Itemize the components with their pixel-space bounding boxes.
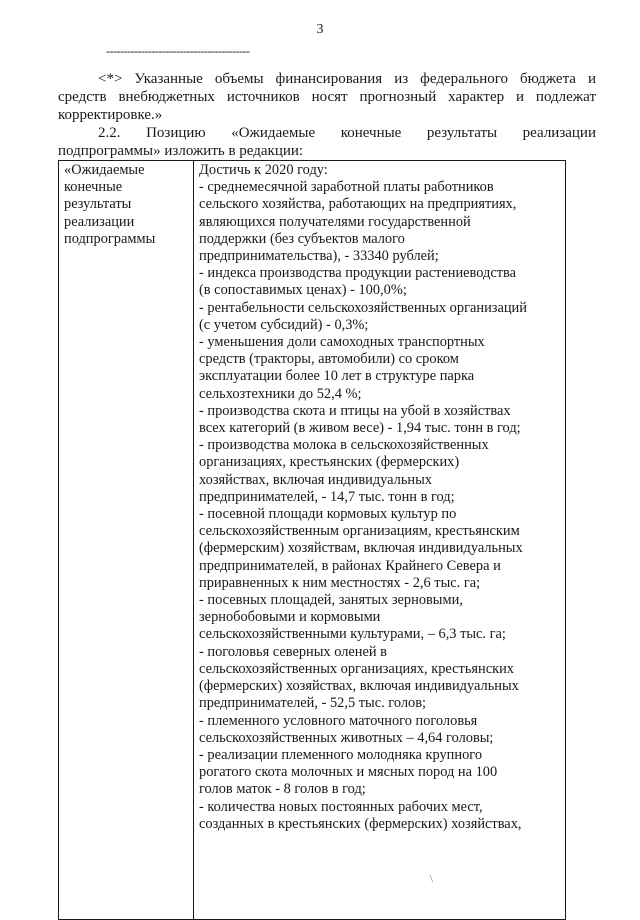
indicator-name-line: подпрограммы: [64, 230, 156, 247]
indicator-value-text: [199, 162, 561, 833]
indicator-line: Достичь к 2020 году:: [199, 162, 328, 178]
indicator-line: - реализации племенного молодняка крупного: [199, 746, 483, 763]
indicator-line: - племенного условного маточного поголовья: [199, 712, 478, 729]
indicator-line: сельхозтехники до 52,4 %;: [199, 385, 362, 402]
indicator-line: сельскохозяйственных животных – 4,64 головы;: [199, 729, 494, 746]
indicator-line: предпринимателей, - 14,7 тыс. тонн в год;: [199, 488, 455, 505]
indicator-line: средств (тракторы, автомобили) со сроком: [199, 351, 459, 368]
indicator-line: - количества новых постоянных рабочих мест,: [199, 798, 483, 815]
indicator-line: зернобобовыми и кормовыми: [199, 609, 381, 626]
indicator-line: сельскохозяйственным организациям, крестьянским: [199, 523, 520, 540]
amendment-line: подпрограммы» изложить в редакции:: [58, 143, 304, 159]
indicator-line: - производства скота и птицы на убой в хозяйствах: [199, 402, 511, 419]
scan-mark: \: [430, 874, 433, 885]
indicator-line: хозяйствах, включая индивидуальных: [199, 471, 432, 488]
footnote-separator: -----------------------------------------: [106, 44, 250, 58]
indicator-line: поддержки (без субъектов малого: [199, 230, 405, 247]
indicator-line: - производства молока в сельскохозяйственных: [199, 437, 489, 454]
indicator-line: (фермерских) хозяйствах, включая индивидуальных: [199, 678, 519, 695]
indicator-line: сельскохозяйственных организациях, крестьянских: [199, 660, 514, 677]
indicator-line: - посевной площади кормовых культур по: [199, 506, 457, 523]
indicator-line: - посевных площадей, занятых зерновыми,: [199, 592, 463, 609]
indicator-name-line: «Ожидаемые: [64, 162, 145, 178]
indicator-line: предпринимательства), - 33340 рублей;: [199, 248, 439, 265]
indicator-line: (фермерским) хозяйствам, включая индивидуальных: [199, 540, 523, 557]
footnote-line: [58, 70, 596, 88]
indicator-line: всех категорий (в живом весе) - 1,94 тыс. тонн в год;: [199, 420, 521, 437]
indicator-name-text: [64, 162, 189, 248]
indicator-line: предпринимателей, в районах Крайнего Севера и: [199, 557, 501, 574]
results-table: [58, 160, 566, 920]
indicator-line: сельского хозяйства, работающих на предприятиях,: [199, 196, 517, 213]
indicator-line: (в сопоставимых ценах) - 100,0%;: [199, 282, 407, 299]
indicator-line: (с учетом субсидий) - 0,3%;: [199, 316, 369, 333]
indicator-name-line: реализации: [64, 213, 135, 230]
indicator-line: эксплуатации более 10 лет в структуре парка: [199, 368, 475, 385]
footnote-paragraph: [58, 70, 596, 124]
amendment-line-text: 2.2. Позицию «Ожидаемые конечные результаты реализации: [98, 125, 596, 141]
indicator-line: - среднемесячной заработной платы работников: [199, 179, 494, 196]
indicator-line: - рентабельности сельскохозяйственных организаций: [199, 299, 527, 316]
indicator-line: организациях, крестьянских (фермерских): [199, 454, 460, 471]
indicator-line: - поголовья северных оленей в: [199, 643, 387, 660]
indicator-line: - индекса производства продукции растениеводства: [199, 265, 517, 282]
indicator-value-cell: [194, 161, 566, 920]
footnote-line: средств внебюджетных источников носят прогнозный характер и подлежат: [58, 89, 596, 105]
indicator-line: являющихся получателями государственной: [199, 213, 471, 230]
indicator-line: - уменьшения доли самоходных транспортных: [199, 334, 485, 351]
indicator-line: рогатого скота молочных и мясных пород на 100: [199, 764, 498, 781]
table-row: [59, 161, 566, 920]
page-number: 3: [316, 22, 324, 37]
footnote-line: корректировке.»: [58, 107, 163, 123]
amendment-line: [58, 124, 596, 142]
indicator-line: созданных в крестьянских (фермерских) хозяйствах,: [199, 815, 522, 832]
indicator-name-line: результаты: [64, 196, 132, 213]
indicator-name-line: конечные: [64, 179, 123, 196]
indicator-line: приравненных к ним местностях - 2,6 тыс. га;: [199, 574, 481, 591]
indicator-line: сельскохозяйственными культурами, – 6,3 тыс. га;: [199, 626, 506, 643]
amendment-paragraph: [58, 124, 596, 160]
footnote-line-text: <*> Указанные объемы финансирования из федерального бюджета и: [98, 71, 596, 87]
indicator-line: голов маток - 8 голов в год;: [199, 781, 366, 798]
indicator-line: предпринимателей, - 52,5 тыс. голов;: [199, 695, 427, 712]
indicator-name-cell: [59, 161, 194, 920]
